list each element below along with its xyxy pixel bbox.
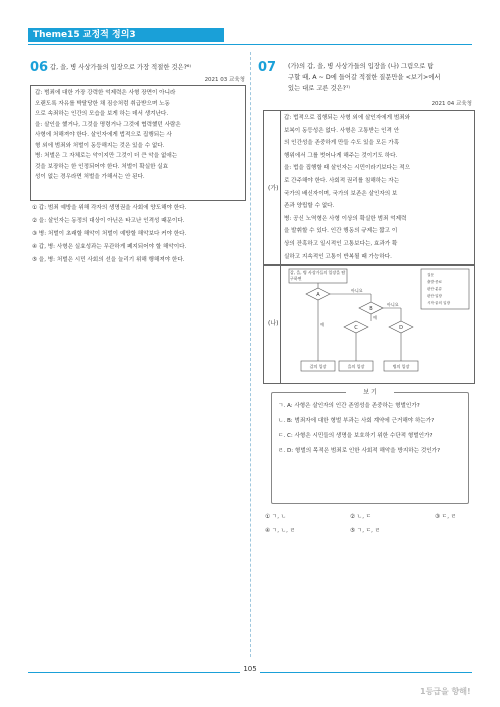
flow-yes-1: 예: [373, 315, 377, 320]
q06-choice[interactable]: ③ 병: 처벌이 초래할 해악이 처벌이 예방할 해악보다 커야 한다.: [32, 231, 187, 237]
result-3: 병의 입장: [392, 364, 410, 369]
passage-line: 국가의 배신자이며, 국가의 보존은 살인자의 보: [284, 190, 398, 197]
passage-line: 으로 속죄하는 인간의 모습을 보게 하는 데서 생겨난다.: [35, 111, 169, 117]
ga-divider: [280, 111, 281, 264]
question-07-prompt: [288, 61, 474, 94]
bogi-box: [271, 389, 469, 504]
question-06-passage-box: [30, 85, 246, 201]
question-07-passage: [284, 112, 472, 263]
q07-choice-2[interactable]: ② ㄴ, ㄷ: [350, 514, 372, 520]
brand-logo-text: 1등급을 향해!: [420, 687, 471, 696]
passage-line: 성이 없는 경우라면 처벌을 가해서는 안 된다.: [35, 174, 145, 180]
passage-line: 을 발휘할 수 있다. 인간 행동의 규제는 짧고 이: [284, 228, 398, 235]
passage-line: 의 인간성을 존중하게 만들 수도 있을 모든 가혹: [284, 140, 400, 147]
prompt-line: 구할 때, A ~ D에 들어갈 적절한 질문만을 <보기>에서: [288, 74, 441, 81]
question-07-source: 2021 04 교육청: [431, 101, 472, 107]
question-06-prompt: 갑, 을, 병 사상가들의 입장으로 가장 적절한 것은?⁶⁾: [50, 64, 192, 71]
q07-choice-5[interactable]: ⑤ ㄱ, ㄷ, ㄹ: [350, 528, 381, 534]
legend-4: 판단·입장: [427, 294, 443, 298]
passage-line: 보복이 동등성은 없다. 사형은 고통받는 인격 안: [284, 127, 400, 134]
passage-line: 갑: 법적으로 집행되는 사형 외에 살인자에게 범죄와: [284, 115, 411, 121]
passage-line: 을: 살인을 했거나, 그것을 명령거나 그것에 협력했던 사람은: [35, 121, 181, 128]
q07-choice-1[interactable]: ① ㄱ, ㄴ: [265, 514, 287, 520]
node-d-label: D: [399, 325, 403, 331]
flow-yes-2: 예: [320, 322, 324, 327]
question-07-na-box: [263, 265, 475, 384]
bogi-item: ㄹ. D: 형벌의 목적은 범죄로 인한 사회적 해악을 방지하는 것인가?: [278, 448, 441, 454]
prompt-line: 있는 대로 고른 것은?⁷⁾: [288, 85, 351, 92]
node-a-label: A: [316, 292, 320, 298]
passage-line: 것을 보장하는 한 인정되어야 한다. 처벌이 확실한 실효: [35, 163, 169, 170]
na-label: (나): [268, 320, 279, 327]
column-divider: [250, 52, 251, 657]
passage-line: 실하고 지속적인 고통이 반복될 때 가능하다.: [284, 253, 392, 260]
passage-line: 사형에 처해져야 한다. 살인자에게 법적으로 집행되는 사: [35, 132, 172, 138]
node-b-label: B: [369, 306, 373, 312]
theme-title: Theme15 교정적 정의3: [33, 30, 136, 40]
passage-line: 로 간주해야 한다. 사회적 권리를 침해하는 자는: [284, 177, 400, 184]
legend-5: 시작·끝의 입장: [427, 301, 451, 305]
passage-line: 갑: 범죄에 대한 가장 강력한 억제력은 사형 장면이 아니라: [35, 90, 176, 96]
q07-choice-3[interactable]: ③ ㄷ, ㄹ: [435, 514, 457, 520]
q06-choice[interactable]: ① 갑: 범죄 예방을 위해 각자의 생명권을 사회에 양도해야 한다.: [32, 205, 187, 211]
flow-no-1: 아니요: [351, 288, 363, 293]
q06-choice[interactable]: ② 을: 살인자는 동정의 대상이 아닌은 타고난 인격성 때문이다.: [32, 218, 185, 224]
question-06-number: 06: [30, 60, 49, 75]
bogi-item: ㄱ. A: 사형은 살인자의 인간 존엄성을 존중하는 형벌인가?: [278, 403, 420, 409]
passage-line: 병: 공신 노역형은 사형 이상의 확실한 범죄 억제력: [284, 215, 407, 222]
question-06-passage: [31, 86, 245, 185]
flowchart: [281, 266, 473, 382]
ga-label: (가): [268, 185, 279, 192]
question-06-source: 2021 03 교육청: [204, 77, 245, 83]
legend-3: 판단·분류: [427, 287, 443, 291]
question-07-number: 07: [258, 60, 277, 75]
page-number: 105: [240, 665, 260, 673]
node-c-label: C: [354, 325, 358, 331]
bogi-list: [278, 401, 466, 461]
q07-choice-4[interactable]: ④ ㄱ, ㄴ, ㄹ: [265, 528, 296, 534]
question-07-ga-box: [263, 110, 475, 265]
passage-line: 오랜도록 자유를 박탈당한 채 짐승처럼 취급받으며 노동: [35, 100, 170, 107]
legend-2: 출발·종료: [427, 280, 443, 284]
header-rule: [28, 44, 472, 45]
q06-choice[interactable]: ⑤ 을, 병: 처벌은 시민 사회의 선을 늘리기 위해 행해져야 한다.: [32, 257, 185, 263]
passage-line: 을: 법을 집행할 때 살인자는 시민이라기보다는 적으: [284, 165, 411, 172]
result-1: 갑의 입장: [309, 364, 327, 369]
passage-line: 병: 처벌은 그 자체로는 악이지만 그것이 더 큰 악을 없애는: [35, 153, 178, 159]
bogi-item: ㄷ. C: 사형은 시민들의 생명을 보호하기 위한 수단적 형벌인가?: [278, 433, 433, 439]
passage-line: 상의 잔혹하고 일시적인 고통보다는, 효과가 확: [284, 240, 398, 247]
result-2: 을의 입장: [347, 364, 365, 369]
passage-line: 형 외에 범죄와 처벌이 동등해지는 것은 있을 수 없다.: [35, 142, 165, 149]
prompt-line: (가)의 갑, 을, 병 사상가들의 입장을 (나) 그림으로 탐: [288, 63, 434, 70]
flow-no-2: 아니요: [387, 302, 399, 307]
bogi-title: 보 기: [346, 387, 394, 396]
passage-line: 존과 양립할 수 없다.: [284, 203, 335, 210]
bogi-item: ㄴ. B: 범죄자에 대한 형벌 부과는 사회 계약에 근거해야 하는가?: [278, 418, 435, 424]
q06-choice[interactable]: ④ 갑, 병: 사형은 실효성과는 무관하게 폐지되어야 할 해악이다.: [32, 244, 187, 250]
flowchart-start-text: 갑, 을, 병 사상가들의 입장을 탐구하면: [290, 270, 346, 281]
question-06-choices: [32, 203, 246, 268]
passage-line: 행위에서 그를 벗어나게 해주는 것이기도 하다.: [284, 152, 398, 159]
legend-1: 질문: [427, 273, 434, 277]
